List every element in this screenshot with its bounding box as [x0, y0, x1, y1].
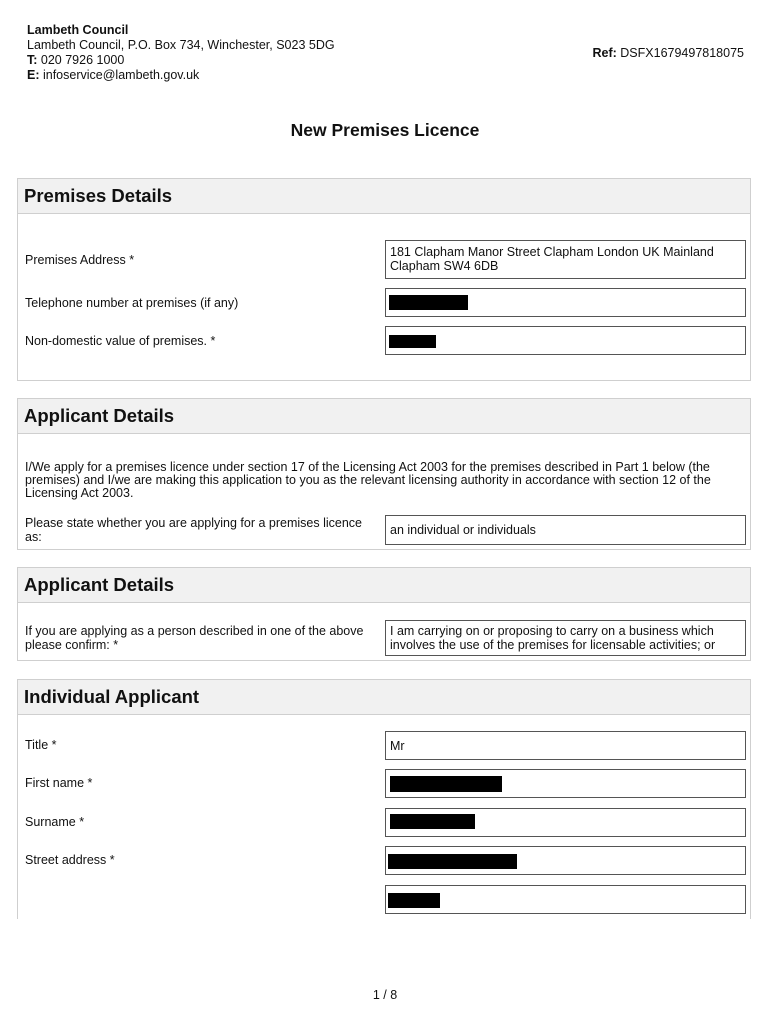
council-name: Lambeth Council: [27, 23, 129, 37]
surname-label: Surname *: [25, 815, 85, 829]
first-name-field[interactable]: [385, 769, 746, 798]
premises-telephone-label: Telephone number at premises (if any): [25, 296, 239, 310]
applying-as-label: Please state whether you are applying for a premises licence as:: [25, 516, 362, 544]
section-heading: Premises Details: [18, 179, 750, 214]
redaction-bar: [389, 295, 468, 310]
redaction-bar: [390, 776, 502, 792]
premises-address-label: Premises Address *: [25, 253, 135, 267]
council-phone: T: 020 7926 1000: [27, 53, 125, 67]
street-address-label: Street address *: [25, 853, 115, 867]
non-domestic-value-field[interactable]: [385, 326, 746, 355]
application-statement: I/We apply for a premises licence under section 17 of the Licensing Act 2003 for the premises described in Part 1 below (the premises) and I/we are making this application to you as the relevant licensing authority in accordance with section 12 of the Licensing Act 2003.: [25, 460, 711, 500]
first-name-label: First name *: [25, 776, 93, 790]
section-heading: Applicant Details: [18, 399, 750, 434]
applying-as-field[interactable]: an individual or individuals: [385, 515, 746, 545]
section-heading: Individual Applicant: [18, 680, 750, 715]
non-domestic-value-label: Non-domestic value of premises. *: [25, 334, 216, 348]
reference-number: Ref: DSFX1679497818075: [592, 46, 744, 60]
redaction-bar: [390, 814, 475, 829]
section-applicant-details-confirm: [17, 567, 751, 661]
title-label: Title *: [25, 738, 57, 752]
council-email: E: infoservice@lambeth.gov.uk: [27, 68, 200, 82]
street-address-line2-field[interactable]: [385, 885, 746, 914]
council-header: [27, 23, 335, 83]
section-premises-details: [17, 178, 751, 381]
section-heading: Applicant Details: [18, 568, 750, 603]
document-title: New Premises Licence: [290, 120, 480, 140]
street-address-field[interactable]: [385, 846, 746, 875]
redaction-bar: [388, 854, 517, 869]
section-individual-applicant: [17, 679, 751, 919]
confirm-label: If you are applying as a person described in one of the above please confirm: *: [25, 624, 364, 652]
title-field[interactable]: Mr: [385, 731, 746, 760]
council-address: Lambeth Council, P.O. Box 734, Winchester, S023 5DG: [27, 38, 335, 52]
premises-telephone-field[interactable]: [385, 288, 746, 317]
confirm-field[interactable]: I am carrying on or proposing to carry on a business which involves the use of the premises for licensable activities; or: [385, 620, 746, 656]
page-number: 1 / 8: [372, 988, 398, 1002]
redaction-bar: [388, 893, 440, 908]
redaction-bar: [389, 335, 436, 348]
surname-field[interactable]: [385, 808, 746, 837]
premises-address-field[interactable]: 181 Clapham Manor Street Clapham London UK Mainland Clapham SW4 6DB: [385, 240, 746, 279]
section-applicant-details: [17, 398, 751, 550]
